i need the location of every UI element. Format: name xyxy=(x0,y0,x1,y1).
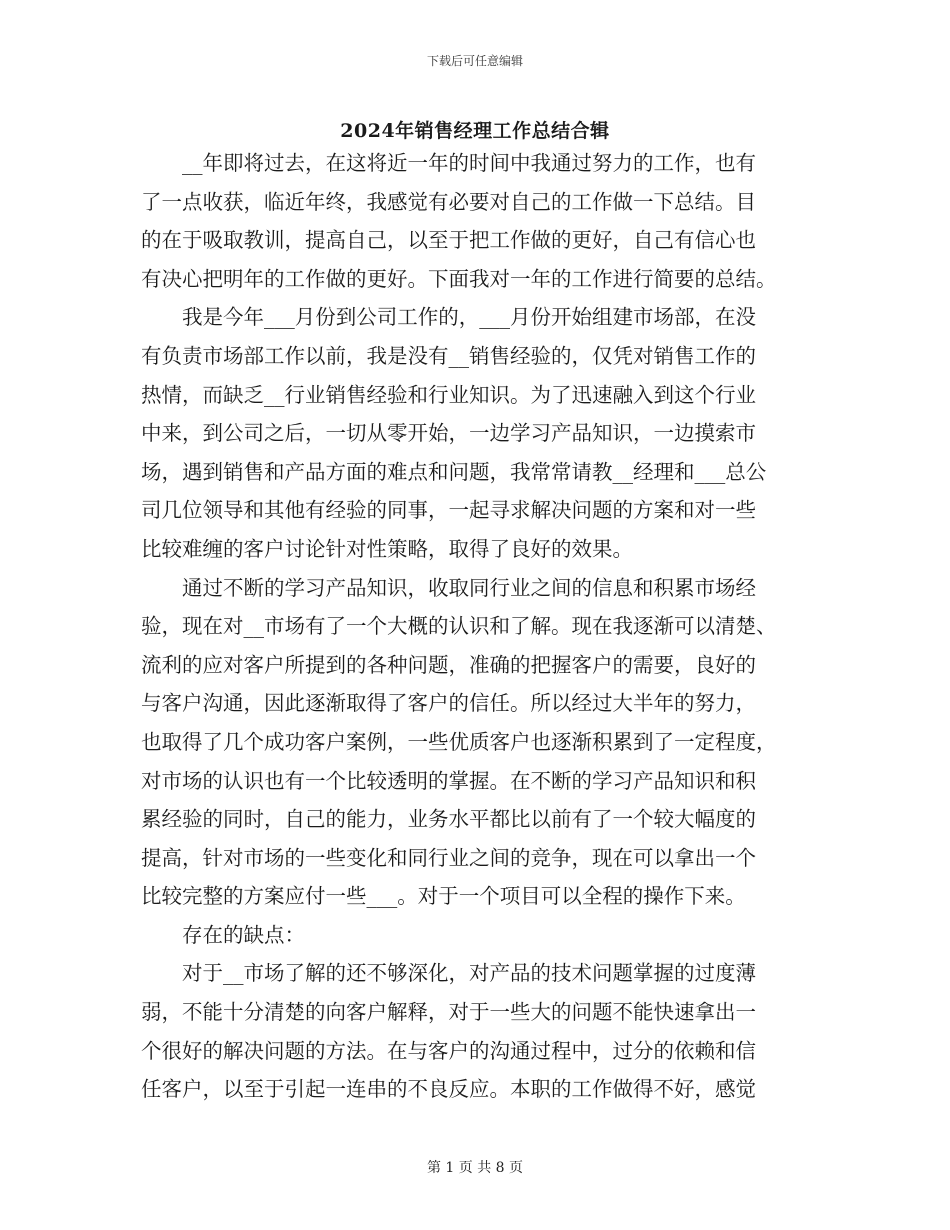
document-title: 2024年销售经理工作总结合辑 xyxy=(340,120,610,142)
text-line: 中来，到公司之后，一切从零开始，一边学习产品知识，一边摸索市 xyxy=(141,421,756,446)
text-line: 流利的应对客户所提到的各种问题，准确的把握客户的需要，良好的 xyxy=(141,652,756,677)
text-line: 比较完整的方案应付一些___。对于一个项目可以全程的操作下来。 xyxy=(141,884,746,909)
text-line: 累经验的同时，自己的能力，业务水平都比以前有了一个较大幅度的 xyxy=(141,807,756,832)
text-line: 任客户，以至于引起一连串的不良反应。本职的工作做得不好，感觉 xyxy=(141,1077,756,1102)
document-body xyxy=(141,144,811,1109)
header-note: 下载后可任意编辑 xyxy=(426,54,523,68)
text-line: 弱，不能十分清楚的向客户解释，对于一些大的问题不能快速拿出一 xyxy=(141,1000,756,1025)
text-line: 存在的缺点： xyxy=(141,922,305,947)
text-line: 比较难缠的客户讨论针对性策略，取得了良好的效果。 xyxy=(141,536,633,561)
text-line: 验，现在对__市场有了一个大概的认识和了解。现在我逐渐可以清楚、 xyxy=(141,614,777,639)
text-line: 了一点收获，临近年终，我感觉有必要对自己的工作做一下总结。目 xyxy=(141,189,756,214)
text-line: 有决心把明年的工作做的更好。下面我对一年的工作进行简要的总结。 xyxy=(141,266,777,291)
text-line: 司几位领导和其他有经验的同事，一起寻求解决问题的方案和对一些 xyxy=(141,498,756,523)
text-line: 提高，针对市场的一些变化和同行业之间的竞争，现在可以拿出一个 xyxy=(141,845,756,870)
text-line: 场，遇到销售和产品方面的难点和问题，我常常请教__经理和___总公 xyxy=(141,459,767,484)
text-line: 我是今年___月份到公司工作的，___月份开始组建市场部，在没 xyxy=(141,305,756,330)
text-line: 热情，而缺乏__行业销售经验和行业知识。为了迅速融入到这个行业 xyxy=(141,382,756,407)
text-line: 的在于吸取教训，提高自己，以至于把工作做的更好，自己有信心也 xyxy=(141,228,756,253)
text-line: 对于__市场了解的还不够深化，对产品的技术问题掌握的过度薄 xyxy=(141,961,756,986)
text-line: 个很好的解决问题的方法。在与客户的沟通过程中，过分的依赖和信 xyxy=(141,1038,756,1063)
text-line: __年即将过去，在这将近一年的时间中我通过努力的工作，也有 xyxy=(141,151,756,175)
text-line: 有负责市场部工作以前，我是没有__销售经验的，仅凭对销售工作的 xyxy=(141,343,756,368)
text-line: 对市场的认识也有一个比较透明的掌握。在不断的学习产品知识和积 xyxy=(141,768,756,793)
page-number: 第 1 页 共 8 页 xyxy=(426,1160,524,1176)
text-line: 也取得了几个成功客户案例，一些优质客户也逐渐积累到了一定程度， xyxy=(141,729,777,754)
text-line: 与客户沟通，因此逐渐取得了客户的信任。所以经过大半年的努力， xyxy=(141,691,756,716)
text-line: 通过不断的学习产品知识，收取同行业之间的信息和积累市场经 xyxy=(141,575,756,600)
